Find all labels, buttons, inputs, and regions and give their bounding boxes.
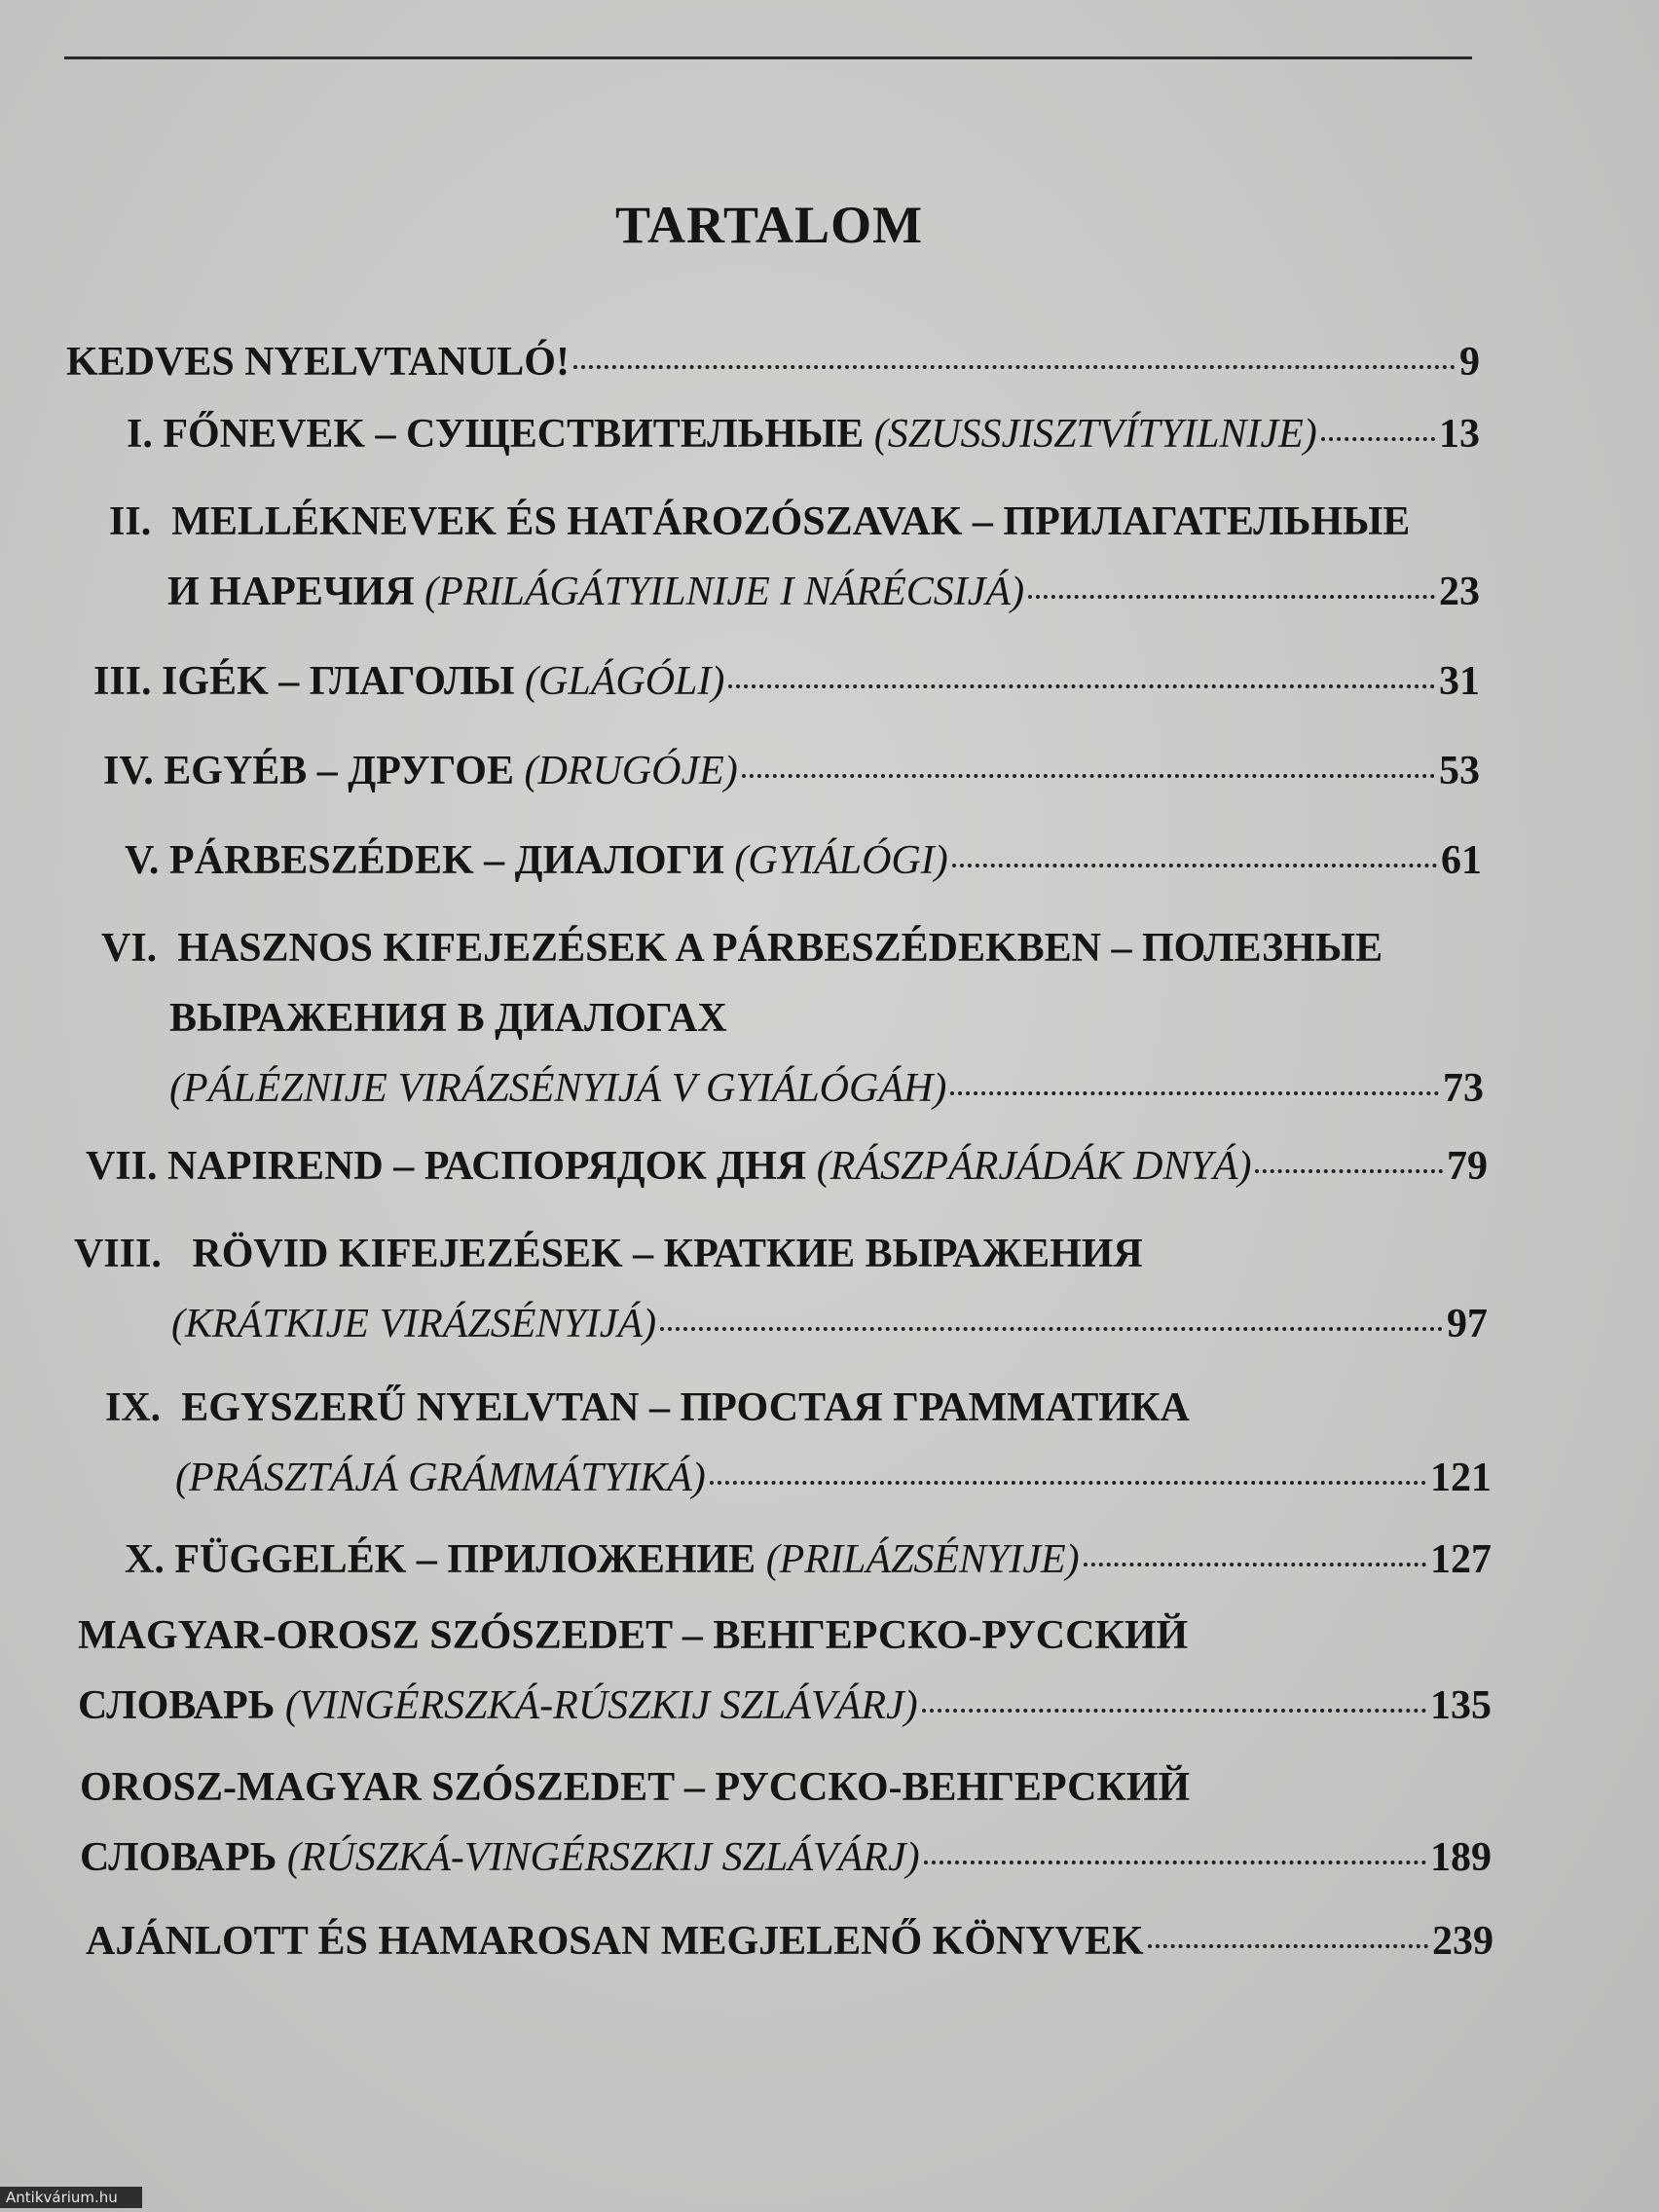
toc-entry-9 [105, 1373, 1492, 1513]
toc-entry-2 [109, 487, 1480, 627]
page-number: 23 [1439, 570, 1480, 614]
entry-title: FÜGGELÉK – ПРИЛОЖЕНИЕ [174, 1537, 756, 1582]
dot-leader [573, 365, 1456, 369]
entry-title-continued: СЛОВАРЬ [78, 1683, 276, 1728]
toc-entry-5 [125, 826, 1482, 896]
dot-leader [1148, 1944, 1428, 1948]
dot-leader [1255, 1169, 1443, 1173]
dot-leader [1028, 595, 1435, 599]
toc-entry-7 [86, 1131, 1488, 1201]
entry-transliteration: (RÁSZPÁRJÁDÁK DNYÁ) [816, 1144, 1252, 1189]
entry-number: II. [109, 499, 152, 544]
dot-leader [924, 1861, 1426, 1864]
entry-transliteration: (PRILÁGÁTYILNIJE I NÁRÉCSIJÁ) [424, 570, 1025, 614]
dot-leader [952, 864, 1437, 867]
entry-title: IGÉK – ГЛАГОЛЫ [162, 659, 515, 704]
entry-transliteration: (KRÁTKIJE VIRÁZSÉNYIJÁ) [171, 1302, 657, 1346]
toc-entry-dictionary-hu-ru [78, 1601, 1492, 1741]
page-number: 31 [1439, 659, 1480, 704]
page-number: 121 [1430, 1456, 1492, 1500]
page-number: 239 [1432, 1919, 1493, 1964]
entry-number: X. [125, 1537, 165, 1582]
entry-title: FŐNEVEK – СУЩЕСТВИТЕЛЬНЫЕ [163, 412, 865, 457]
entry-title: RÖVID KIFEJEZÉSEK – КРАТКИЕ ВЫРАЖЕНИЯ [192, 1232, 1143, 1276]
toc-entry-4 [103, 736, 1480, 806]
toc-entry-10 [125, 1525, 1492, 1595]
dot-leader [742, 774, 1435, 778]
entry-title: MAGYAR-OROSZ SZÓSZEDET – ВЕНГЕРСКО-РУССКИЙ [78, 1613, 1189, 1658]
entry-title: EGYSZERŰ NYELVTAN – ПРОСТАЯ ГРАММАТИКА [181, 1385, 1190, 1430]
page-number: 127 [1430, 1537, 1492, 1582]
entry-number: I. [127, 412, 153, 457]
toc-entry-recommended-books [86, 1906, 1493, 1976]
entry-title: NAPIREND – РАСПОРЯДОК ДНЯ [167, 1144, 807, 1189]
toc-entry-3 [93, 646, 1480, 717]
dot-leader [950, 1091, 1439, 1095]
entry-title-continued: И НАРЕЧИЯ [167, 570, 415, 614]
page-number: 97 [1447, 1302, 1488, 1346]
entry-transliteration: (SZUSSJISZTVÍTYILNIJE) [873, 412, 1317, 457]
entry-transliteration: (GLÁGÓLI) [525, 659, 725, 704]
page-number: 189 [1430, 1835, 1492, 1880]
entry-number: V. [125, 838, 160, 883]
page-number: 53 [1439, 749, 1480, 793]
entry-transliteration: (DRUGÓJE) [524, 749, 738, 793]
entry-number: IX. [105, 1385, 162, 1430]
page-number: 9 [1459, 340, 1480, 385]
toc-entry-1 [127, 399, 1480, 469]
entry-title-continued: СЛОВАРЬ [80, 1835, 277, 1880]
dot-leader [1084, 1563, 1426, 1567]
header-rule [64, 56, 1472, 59]
entry-number: VI. [101, 926, 158, 971]
dot-leader [660, 1327, 1443, 1331]
entry-transliteration: (PRÁSZTÁJÁ GRÁMMÁTYIKÁ) [175, 1456, 706, 1500]
entry-title: PÁRBESZÉDEK – ДИАЛОГИ [168, 838, 724, 883]
page-number: 135 [1430, 1683, 1492, 1728]
dot-leader [922, 1709, 1426, 1713]
toc-entry-dictionary-ru-hu [80, 1752, 1492, 1893]
page-number: 61 [1441, 838, 1482, 883]
page-number: 13 [1439, 412, 1480, 457]
entry-transliteration: (PÁLÉZNIJE VIRÁZSÉNYIJÁ V GYIÁLÓGÁH) [169, 1066, 947, 1111]
entry-transliteration: (PRILÁZSÉNYIJE) [765, 1537, 1080, 1582]
toc-entry-8 [74, 1219, 1488, 1359]
entry-number: IV. [103, 749, 154, 793]
page-number: 79 [1447, 1144, 1488, 1189]
page-number: 73 [1443, 1066, 1484, 1111]
entry-title: MELLÉKNEVEK ÉS HATÁROZÓSZAVAK – ПРИЛАГАТЕЛЬНЫЕ [171, 499, 1411, 544]
entry-title-continued: ВЫРАЖЕНИЯ В ДИАЛОГАХ [169, 996, 727, 1041]
entry-number: VIII. [74, 1232, 162, 1276]
entry-title: AJÁNLOTT ÉS HAMAROSAN MEGJELENŐ KÖNYVEK [86, 1919, 1144, 1964]
watermark: Antikvárium.hu [0, 2187, 142, 2208]
entry-title: EGYÉB – ДРУГОЕ [164, 749, 514, 793]
entry-transliteration: (GYIÁLÓGI) [734, 838, 948, 883]
page-title: TARTALOM [614, 196, 924, 254]
toc-entry-intro [66, 327, 1480, 397]
toc-entry-6 [101, 913, 1484, 1124]
entry-number: III. [93, 659, 152, 704]
entry-title: HASZNOS KIFEJEZÉSEK A PÁRBESZÉDEKBEN – ПОЛЕЗНЫЕ [177, 926, 1383, 971]
dot-leader [728, 684, 1435, 688]
dot-leader [1321, 437, 1435, 441]
entry-transliteration: (VINGÉRSZKÁ-RÚSZKIJ SZLÁVÁRJ) [284, 1683, 918, 1728]
dot-leader [710, 1481, 1426, 1485]
entry-transliteration: (RÚSZKÁ-VINGÉRSZKIJ SZLÁVÁRJ) [286, 1835, 920, 1880]
entry-title: OROSZ-MAGYAR SZÓSZEDET – РУССКО-ВЕНГЕРСКИЙ [80, 1765, 1191, 1810]
entry-title: KEDVES NYELVTANULÓ! [66, 340, 570, 385]
entry-number: VII. [86, 1144, 158, 1189]
